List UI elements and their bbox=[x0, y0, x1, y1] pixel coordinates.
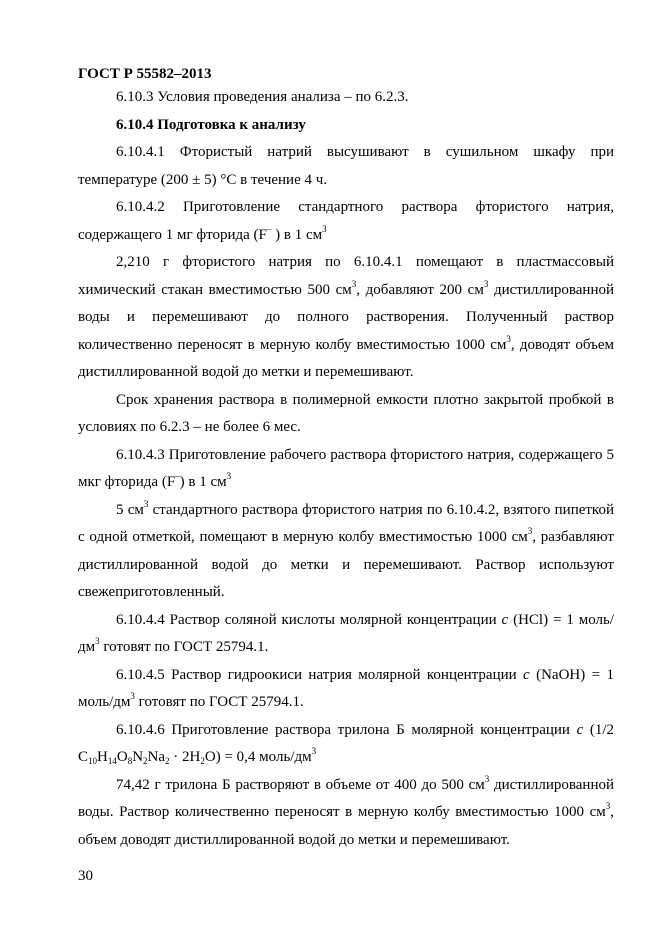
formula-part: O bbox=[116, 749, 128, 765]
formula-part: Na bbox=[147, 749, 166, 765]
superscript-3: 3 bbox=[605, 801, 611, 811]
page-number: 30 bbox=[78, 868, 93, 884]
concentration-symbol: с bbox=[501, 611, 509, 628]
text-span: стандартного раствора фтористого натрия по 6.10.4.2, взятого пипеткой с одной отметкой, помещают в мерную колбу вместимостью 1000 см bbox=[78, 501, 614, 545]
superscript-3: 3 bbox=[226, 471, 232, 481]
text-span: , объем доводят дистиллированной водой до метки и перемешивают. bbox=[78, 804, 614, 848]
superscript-3: 3 bbox=[95, 636, 100, 646]
superscript-3: 3 bbox=[483, 278, 489, 289]
text-span: 74,42 г трилона Б растворяют в объеме от 400 до 500 см bbox=[116, 776, 485, 793]
text-span: , доводят объем дистиллированной водой до метки и перемешивают. bbox=[78, 336, 614, 380]
text-span: ) в 1 см bbox=[179, 474, 227, 490]
subscript: 2 bbox=[200, 756, 205, 766]
paragraph-6-10-4-6 bbox=[78, 717, 614, 772]
superscript-3: 3 bbox=[484, 773, 490, 784]
paragraph-sodium-fluoride-preparation bbox=[78, 249, 614, 387]
formula-part: H bbox=[97, 749, 108, 765]
superscript-3: 3 bbox=[143, 498, 149, 509]
superscript-3: 3 bbox=[322, 223, 327, 234]
subscript: 2 bbox=[143, 756, 148, 766]
document-header: ГОСТ Р 55582–2013 bbox=[78, 66, 212, 82]
text-span: 6.10.4.6 Приготовление раствора трилона Б молярной концентрации bbox=[116, 721, 577, 738]
paragraph-6-10-4-4 bbox=[78, 607, 614, 662]
section-heading-6-10-4: 6.10.4 Подготовка к анализу bbox=[116, 116, 306, 133]
paragraph-6-10-4-2 bbox=[78, 194, 614, 249]
text-span: 6.10.4.3 Приготовление рабочего раствора фтористого натрия, содержащего 5 мкг фторида (F bbox=[78, 446, 614, 490]
subscript: 14 bbox=[107, 756, 117, 766]
superscript-3: 3 bbox=[130, 691, 135, 701]
superscript-3: 3 bbox=[351, 278, 357, 289]
text-span: дистиллированной воды и перемешивают до полного растворения. Полученный раствор количественно переносят в мерную колбу вместимостью 1000 см bbox=[78, 281, 614, 353]
formula-part: · 2H bbox=[169, 749, 201, 765]
subscript: 10 bbox=[88, 756, 98, 766]
text-span: 6.10.4.2 Приготовление стандартного раствора фтористого натрия, содержащего 1 мг фторида (F bbox=[78, 199, 614, 243]
superscript-minus: – bbox=[266, 223, 272, 234]
formula-part: O) = 0,4 моль/дм bbox=[204, 749, 312, 765]
paragraph-working-solution bbox=[78, 497, 614, 607]
paragraph-storage-period: Срок хранения раствора в полимерной емкости плотно закрытой пробкой в условиях по 6.2.3 – не более 6 мес. bbox=[78, 391, 614, 435]
text-span: ) в 1 см bbox=[271, 226, 323, 243]
concentration-symbol: с bbox=[576, 721, 584, 738]
text-span: готовят по ГОСТ 25794.1. bbox=[99, 639, 269, 655]
paragraph-trilon-preparation bbox=[78, 772, 614, 855]
formula-part: (1/2 C bbox=[78, 721, 615, 765]
superscript-minus: – bbox=[175, 471, 180, 481]
concentration-symbol: с bbox=[523, 666, 530, 683]
superscript-3: 3 bbox=[311, 746, 317, 756]
text-span: 6.10.4.5 Раствор гидроокиси натрия молярной концентрации bbox=[116, 666, 524, 683]
formula-part: N bbox=[132, 749, 144, 765]
paragraph-6-10-4-5 bbox=[78, 662, 614, 717]
text-span: дистиллированной воды. Раствор количественно переносят в мерную колбу вместимостью 1000 см bbox=[78, 776, 614, 820]
text-span: (HCl) = 1 моль/дм bbox=[78, 611, 614, 655]
superscript-3: 3 bbox=[506, 333, 511, 344]
text-span: , разбавляют дистиллированной водой до метки и перемешивают. Раствор используют свежеприготовленный. bbox=[78, 529, 614, 600]
text-span: (NaOH) = 1 моль/дм bbox=[78, 666, 614, 710]
text-span: 5 см bbox=[116, 501, 144, 518]
paragraph-6-10-4-3 bbox=[78, 442, 614, 497]
text-span: , добавляют 200 см bbox=[356, 281, 484, 298]
paragraph-6-10-4-1: 6.10.4.1 Фтористый натрий высушивают в сушильном шкафу при температуре (200 ± 5) °С в течение 4 ч. bbox=[78, 144, 614, 188]
subscript: 2 bbox=[165, 756, 170, 766]
subscript: 8 bbox=[127, 756, 133, 766]
text-span: готовят по ГОСТ 25794.1. bbox=[134, 694, 304, 710]
paragraph-6-10-3: 6.10.3 Условия проведения анализа – по 6.2.3. bbox=[116, 89, 409, 105]
superscript-3: 3 bbox=[527, 526, 533, 536]
text-span: 6.10.4.4 Раствор соляной кислоты молярной концентрации bbox=[116, 611, 502, 628]
text-span: 2,210 г фтористого натрия по 6.10.4.1 помещают в пластмассовый химический стакан вместимостью 500 см bbox=[78, 254, 614, 298]
document-body bbox=[78, 84, 614, 854]
